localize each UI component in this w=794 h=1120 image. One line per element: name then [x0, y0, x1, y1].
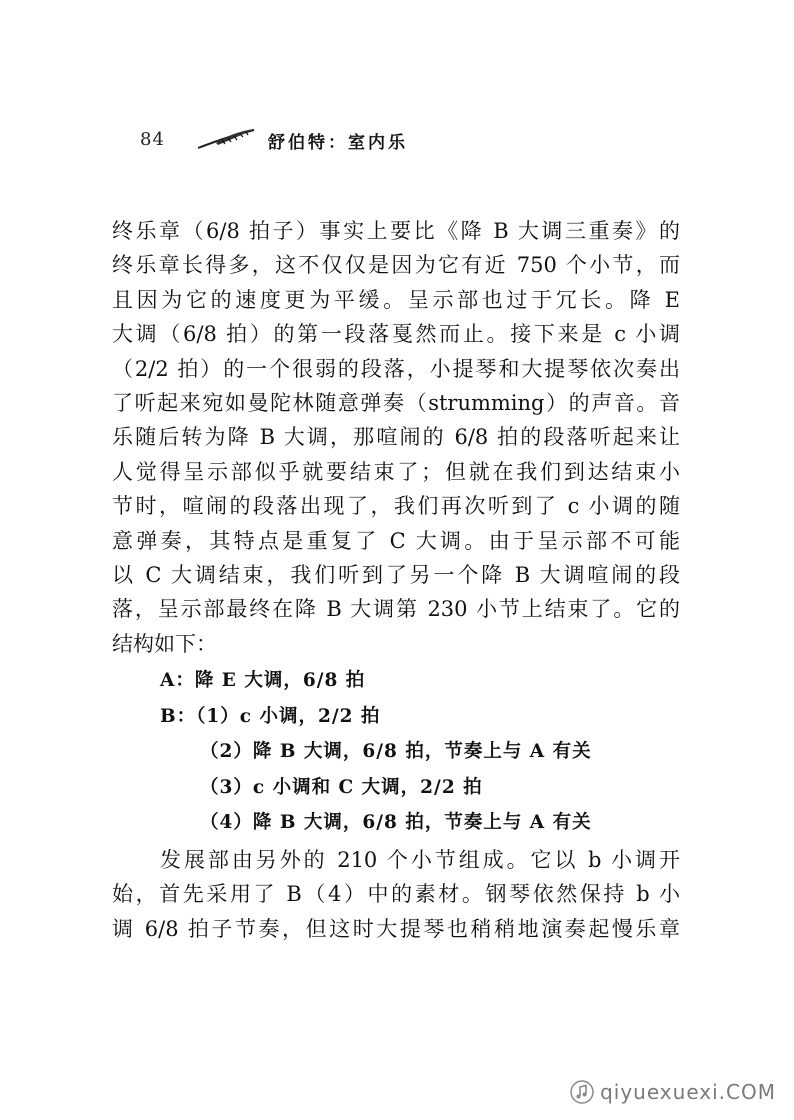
paragraph-1	[112, 214, 680, 661]
site-watermark	[486, 1078, 776, 1106]
quill-pen-icon	[196, 126, 256, 152]
main-text	[112, 214, 680, 946]
list-item: A：降 E 大调，6/8 拍	[160, 670, 366, 692]
text-line: 乐随后转为降 B 大调，那喧闹的 6/8 拍的段落听起来让	[112, 425, 680, 450]
text-line: 且因为它的速度更为平缓。呈示部也过于冗长。降 E	[112, 287, 680, 312]
list-item: （3）c 小调和 C 大调，2/2 拍	[200, 776, 483, 798]
text-line: 发展部由另外的 210 个小节组成。它以 b 小调开	[160, 848, 680, 873]
text-line: 人觉得呈示部似乎就要结束了；但就在我们到达结束小	[112, 459, 680, 484]
running-header	[140, 126, 560, 156]
watermark-text: qiyuexuexi.COM	[600, 1080, 776, 1104]
text-line: 落，呈示部最终在降 B 大调第 230 小节上结束了。它的	[112, 597, 680, 622]
paragraph-2	[112, 843, 680, 946]
text-line: （2/2 拍）的一个很弱的段落，小提琴和大提琴依次奏出	[112, 356, 680, 381]
page-number: 84	[140, 129, 165, 150]
list-item: （2）降 B 大调，6/8 拍，节奏上与 A 有关	[200, 741, 592, 763]
structure-list	[112, 663, 680, 841]
text-line: 终乐章（6/8 拍子）事实上要比《降 B 大调三重奏》的	[112, 219, 680, 243]
text-line: 终乐章长得多，这不仅仅是因为它有近 750 个小节，而	[112, 253, 680, 278]
text-line: 始，首先采用了 B（4）中的素材。钢琴依然保持 b 小	[112, 882, 680, 907]
text-line: 节时，喧闹的段落出现了，我们再次听到了 c 小调的随	[112, 494, 680, 519]
text-line: 意弹奏，其特点是重复了 C 大调。由于呈示部不可能	[112, 528, 680, 553]
list-item: B：（1）c 小调，2/2 拍	[160, 705, 381, 727]
text-line: 以 C 大调结束，我们听到了另一个降 B 大调喧闹的段	[112, 562, 680, 587]
running-head-title: 舒伯特：室内乐	[268, 133, 408, 153]
music-note-icon	[570, 1080, 594, 1104]
text-line: 大调（6/8 拍）的第一段落戛然而止。接下来是 c 小调	[112, 322, 680, 347]
text-line: 调 6/8 拍子节奏，但这时大提琴也稍稍地演奏起慢乐章	[112, 916, 680, 941]
text-line: 结构如下：	[112, 631, 217, 656]
list-item: （4）降 B 大调，6/8 拍，节奏上与 A 有关	[200, 812, 592, 834]
text-line: 了听起来宛如曼陀林随意弹奏（strumming）的声音。音	[112, 390, 680, 415]
